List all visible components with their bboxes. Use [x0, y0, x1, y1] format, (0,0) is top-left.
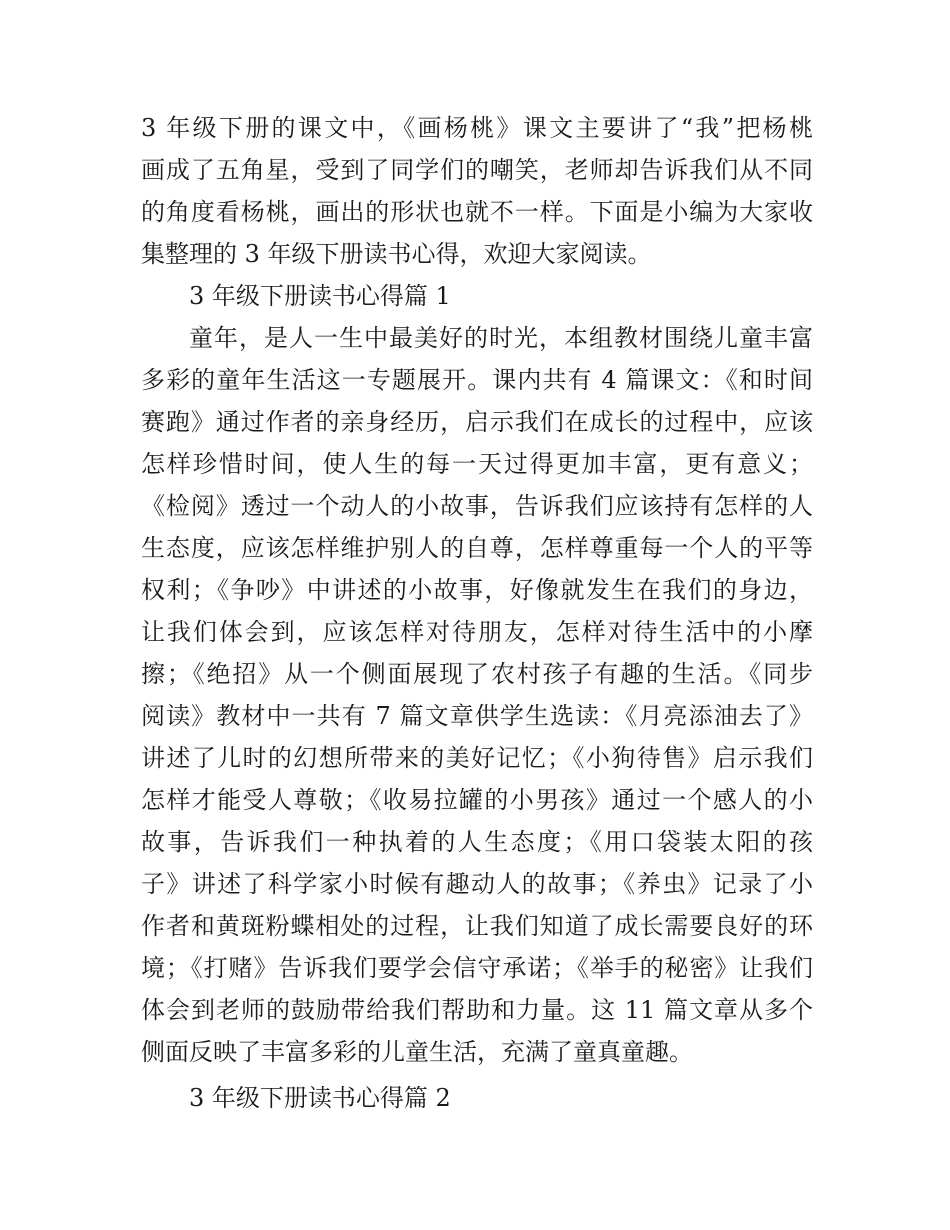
section1-paragraph	[141, 317, 813, 1073]
section2-heading: 3 年级下册读书心得篇 2	[189, 1084, 451, 1112]
intro-line: 3 年级下册的课文中，《画杨桃》课文主要讲了“我”把杨桃	[141, 114, 813, 142]
paragraph-line: 体会到老师的鼓励带给我们帮助和力量。这 11 篇文章从多个	[141, 996, 813, 1024]
paragraph-line: 作者和黄斑粉蝶相处的过程，让我们知道了成长需要良好的环	[141, 912, 813, 940]
paragraph-line: 生态度，应该怎样维护别人的自尊，怎样尊重每一个人的平等	[141, 534, 813, 562]
paragraph-line: 《检阅》透过一个动人的小故事，告诉我们应该持有怎样的人	[141, 492, 813, 520]
intro-line: 集整理的 3 年级下册读书心得，欢迎大家阅读。	[141, 240, 652, 268]
paragraph-line: 怎样珍惜时间，使人生的每一天过得更加丰富，更有意义；	[141, 450, 813, 478]
paragraph-line: 阅读》教材中一共有 7 篇文章供学生选读：《月亮添油去了》	[141, 702, 813, 730]
paragraph-line: 赛跑》通过作者的亲身经历，启示我们在成长的过程中，应该	[141, 408, 813, 436]
paragraph-line: 多彩的童年生活这一专题展开。课内共有 4 篇课文：《和时间	[141, 366, 813, 394]
intro-line: 的角度看杨桃，画出的形状也就不一样。下面是小编为大家收	[141, 198, 813, 226]
paragraph-line: 权利；《争吵》中讲述的小故事，好像就发生在我们的身边，	[141, 576, 813, 604]
paragraph-line: 怎样才能受人尊敬；《收易拉罐的小男孩》通过一个感人的小	[141, 786, 813, 814]
paragraph-line: 境；《打赌》告诉我们要学会信守承诺；《举手的秘密》让我们	[141, 954, 813, 982]
section1-heading: 3 年级下册读书心得篇 1	[189, 282, 451, 310]
intro-line: 画成了五角星，受到了同学们的嘲笑，老师却告诉我们从不同	[141, 156, 813, 184]
paragraph-line: 擦；《绝招》从一个侧面展现了农村孩子有趣的生活。《同步	[141, 660, 813, 688]
paragraph-line: 侧面反映了丰富多彩的儿童生活，充满了童真童趣。	[141, 1038, 693, 1066]
paragraph-line: 童年，是人一生中最美好的时光，本组教材围绕儿童丰富	[189, 324, 813, 352]
intro-paragraph	[141, 107, 813, 275]
paragraph-line: 子》讲述了科学家小时候有趣动人的故事；《养虫》记录了小	[141, 870, 813, 898]
document-body	[141, 107, 813, 1119]
paragraph-line: 讲述了儿时的幻想所带来的美好记忆；《小狗待售》启示我们	[141, 744, 813, 772]
paragraph-line: 让我们体会到，应该怎样对待朋友，怎样对待生活中的小摩	[141, 618, 813, 646]
paragraph-line: 故事，告诉我们一种执着的人生态度；《用口袋装太阳的孩	[141, 828, 813, 856]
